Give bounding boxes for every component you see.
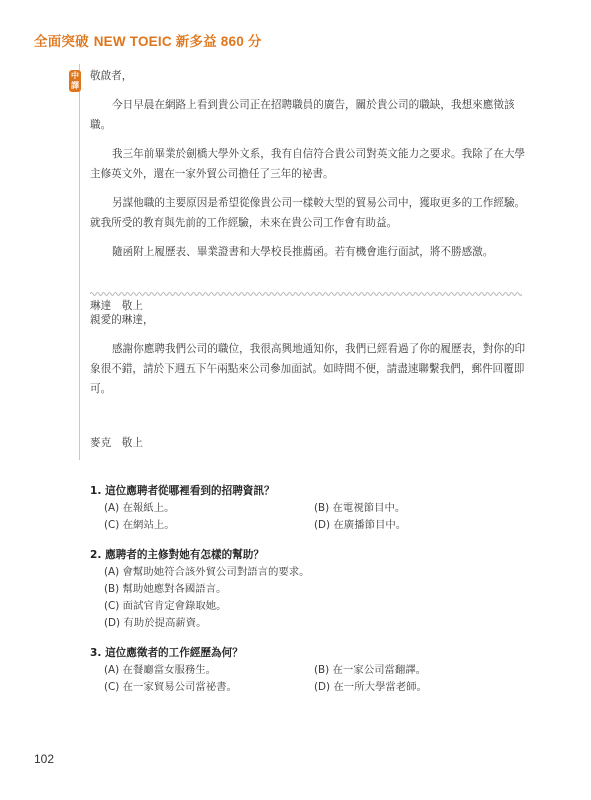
option-d: (D) 在廣播節目中。 (314, 519, 407, 531)
header-title-zh: 全面突破 (34, 34, 89, 50)
wavy-divider (90, 290, 522, 298)
option-c: (C) 面試官肯定會錄取她。 (104, 600, 227, 612)
option-a: (A) 在餐廳當女服務生。 (104, 664, 217, 676)
letter-paragraph: 另謀他職的主要原因是希望從像貴公司一樣較大型的貿易公司中，獲取更多的工作經驗。就我所受的教育與先前的工作經驗，未來在貴公司工作會有助益。 (90, 197, 526, 229)
question-title: 3. 這位應徵者的工作經歷為何？ (90, 647, 243, 659)
letter-paragraph: 今日早晨在網路上看到貴公司正在招聘職員的廣告，關於貴公司的職缺，我想來應徵該職。 (90, 99, 515, 131)
reply-paragraph: 感謝你應聘我們公司的職位，我很高興地通知你，我們已經看過了你的履歷表，對你的印象很不錯，請於下週五下午兩點來公司參加面試。如時間不便，請盡速聯繫我們，郵件回覆即可。 (90, 343, 526, 395)
option-a: (A) 在報紙上。 (104, 502, 175, 514)
option-c: (C) 在網站上。 (104, 519, 175, 531)
option-d: (D) 有助於提高薪資。 (104, 617, 207, 629)
question-1 (90, 482, 530, 534)
reply-signature: 麥克 敬上 (90, 437, 143, 449)
reply-letter (90, 310, 526, 453)
letter-greeting: 敬啟者， (90, 70, 133, 82)
option-a: (A) 會幫助她符合該外貿公司對語言的要求。 (104, 566, 310, 578)
question-title: 2. 應聘者的主修對她有怎樣的幫助？ (90, 549, 264, 561)
option-c: (C) 在一家貿易公司當祕書。 (104, 681, 237, 693)
reply-greeting: 親愛的琳達， (90, 314, 154, 326)
question-2 (90, 546, 530, 632)
page-header-title (34, 30, 262, 50)
option-b: (B) 幫助她應對各國語言。 (104, 583, 227, 595)
option-b: (B) 在電視節目中。 (314, 502, 406, 514)
letter-signature: 琳達 敬上 (90, 300, 143, 312)
letter-paragraph: 我三年前畢業於劍橋大學外文系，我有自信符合貴公司對英文能力之要求。我除了在大學主修英文外，還在一家外貿公司擔任了三年的祕書。 (90, 148, 526, 180)
question-section (90, 482, 530, 708)
margin-rule (79, 64, 80, 460)
translation-badge: 中譯 (71, 71, 79, 90)
option-b: (B) 在一家公司當翻譯。 (314, 664, 427, 676)
option-d: (D) 在一所大學當老師。 (314, 681, 427, 693)
page-number: 102 (34, 752, 55, 766)
application-letter (90, 66, 526, 316)
header-title-en: NEW TOEIC 新多益 860 分 (93, 34, 262, 49)
question-title: 1. 這位應聘者從哪裡看到的招聘資訊？ (90, 485, 275, 497)
letter-paragraph: 隨函附上履歷表、畢業證書和大學校長推薦函。若有機會進行面試，將不勝感激。 (112, 246, 494, 258)
question-3 (90, 644, 530, 696)
